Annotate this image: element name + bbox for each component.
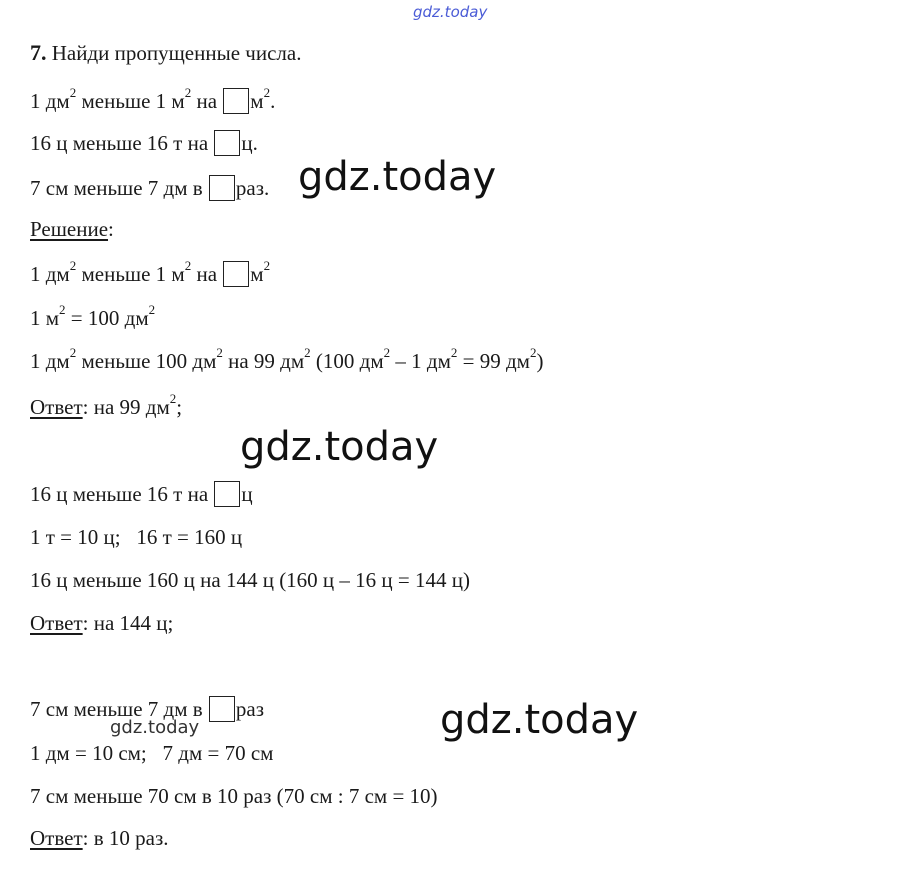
blank-box xyxy=(209,696,235,722)
text: раз xyxy=(235,697,265,721)
text: на 99 дм xyxy=(222,349,305,373)
task-title: Найди пропущенные числа. xyxy=(51,41,302,65)
p2-answer xyxy=(30,610,173,636)
text: : в 10 раз. xyxy=(82,826,169,850)
text: 7 см меньше 7 дм в xyxy=(30,176,208,200)
superscript: 2 xyxy=(529,345,537,360)
text: меньше 100 дм xyxy=(76,349,217,373)
superscript: 2 xyxy=(59,302,66,317)
answer-label: Ответ xyxy=(30,826,83,850)
task-header xyxy=(30,40,301,66)
superscript: 2 xyxy=(216,345,223,360)
text: 1 дм xyxy=(30,262,70,286)
superscript: 2 xyxy=(450,345,458,360)
p1-line-3 xyxy=(30,345,544,374)
text: ц xyxy=(241,482,253,506)
text: . xyxy=(270,89,276,113)
text: меньше 1 м xyxy=(76,262,185,286)
text: : на 144 ц; xyxy=(82,611,174,635)
task-number: 7. xyxy=(30,40,47,65)
blank-box xyxy=(214,130,240,156)
watermark-top: gdz.today xyxy=(413,3,488,21)
p1-line-1 xyxy=(30,258,271,287)
p3-answer xyxy=(30,825,169,851)
text: 1 м xyxy=(30,306,60,330)
watermark-3: gdz.today xyxy=(440,697,639,743)
text: ; xyxy=(176,395,183,419)
text: ц. xyxy=(241,131,258,155)
watermark-1: gdz.today xyxy=(298,154,497,200)
answer-label: Ответ xyxy=(30,395,83,419)
superscript: 2 xyxy=(263,258,271,273)
text: : xyxy=(108,217,114,241)
blank-box xyxy=(223,88,249,114)
statement-line-3 xyxy=(30,175,269,201)
text: на xyxy=(191,89,223,113)
text: 16 ц меньше 16 т на xyxy=(30,482,214,506)
p1-line-2 xyxy=(30,302,156,331)
superscript: 2 xyxy=(169,391,177,406)
text: 7 см меньше 7 дм в xyxy=(30,697,208,721)
superscript: 2 xyxy=(304,345,311,360)
text: 1 дм xyxy=(30,349,70,373)
blank-box xyxy=(214,481,240,507)
superscript: 2 xyxy=(263,85,271,100)
solution-heading xyxy=(30,216,114,242)
blank-box xyxy=(223,261,249,287)
p3-line-2: 1 дм = 10 см; 7 дм = 70 см xyxy=(30,741,274,765)
superscript: 2 xyxy=(69,85,77,100)
p2-line-1 xyxy=(30,481,253,507)
text: м xyxy=(250,89,264,113)
text: – 1 дм xyxy=(390,349,451,373)
text: 1 дм xyxy=(30,89,70,113)
text: = 99 дм xyxy=(457,349,530,373)
p3-line-3: 7 см меньше 70 см в 10 раз (70 см : 7 см = 10) xyxy=(30,784,438,808)
superscript: 2 xyxy=(383,345,391,360)
watermark-2: gdz.today xyxy=(240,424,439,470)
text: раз. xyxy=(235,176,270,200)
text: меньше 1 м xyxy=(76,89,185,113)
answer-label: Ответ xyxy=(30,611,83,635)
p3-line-1 xyxy=(30,696,264,722)
text: : на 99 дм xyxy=(82,395,170,419)
statement-line-2 xyxy=(30,130,258,156)
watermark-4: gdz.today xyxy=(110,717,200,738)
statement-line-1 xyxy=(30,85,276,114)
text: 16 ц меньше 16 т на xyxy=(30,131,214,155)
p2-line-3: 16 ц меньше 160 ц на 144 ц (160 ц – 16 ц = 144 ц) xyxy=(30,568,470,592)
superscript: 2 xyxy=(69,258,77,273)
text: м xyxy=(250,262,264,286)
solution-heading-text: Решение xyxy=(30,217,109,241)
superscript: 2 xyxy=(184,258,192,273)
p1-answer xyxy=(30,391,183,420)
superscript: 2 xyxy=(69,345,77,360)
text: ) xyxy=(536,349,544,373)
text: (100 дм xyxy=(310,349,384,373)
text: на xyxy=(191,262,223,286)
text: = 100 дм xyxy=(65,306,149,330)
superscript: 2 xyxy=(148,302,156,317)
p2-line-2: 1 т = 10 ц; 16 т = 160 ц xyxy=(30,525,243,549)
blank-box xyxy=(209,175,235,201)
superscript: 2 xyxy=(184,85,192,100)
